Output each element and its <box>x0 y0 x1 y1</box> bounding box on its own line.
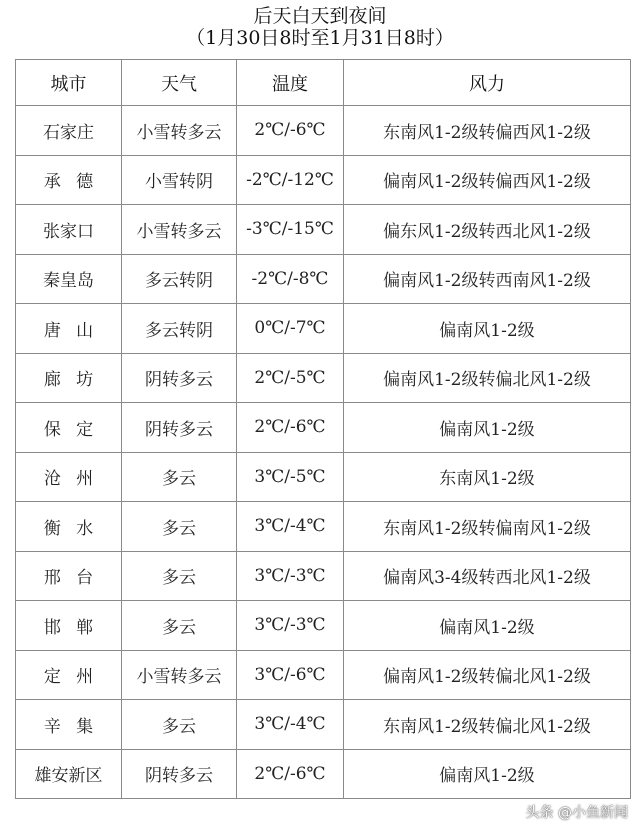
city-cell: 承德 <box>16 155 122 205</box>
forecast-period: （1月30日8时至1月31日8时） <box>186 27 454 49</box>
city-cell: 唐山 <box>16 304 122 354</box>
table-row <box>16 551 631 601</box>
wind-cell: 东南风1-2级转偏南风1-2级 <box>344 502 631 552</box>
table-row <box>16 304 631 354</box>
table-row <box>16 650 631 700</box>
temperature-cell: 3℃/-3℃ <box>237 551 344 601</box>
temperature-cell: -2℃/-8℃ <box>237 254 344 304</box>
forecast-table <box>15 59 631 799</box>
weather-cell: 多云 <box>122 601 237 651</box>
temperature-cell: 3℃/-3℃ <box>237 601 344 651</box>
weather-cell: 阴转多云 <box>122 749 237 799</box>
city-cell: 秦皇岛 <box>16 254 122 304</box>
wind-cell: 偏南风1-2级转偏西风1-2级 <box>344 155 631 205</box>
city-cell: 雄安新区 <box>16 749 122 799</box>
weather-cell: 阴转多云 <box>122 403 237 453</box>
weather-cell: 小雪转多云 <box>122 205 237 255</box>
city-cell: 辛集 <box>16 700 122 750</box>
table-row <box>16 106 631 156</box>
wind-cell: 偏南风1-2级 <box>344 601 631 651</box>
header-temp: 温度 <box>237 60 344 106</box>
wind-cell: 偏南风1-2级转偏北风1-2级 <box>344 650 631 700</box>
temperature-cell: 2℃/-5℃ <box>237 353 344 403</box>
city-cell: 邢台 <box>16 551 122 601</box>
table-row <box>16 502 631 552</box>
temperature-cell: 0℃/-7℃ <box>237 304 344 354</box>
table-row <box>16 155 631 205</box>
weather-cell: 多云转阴 <box>122 254 237 304</box>
temperature-cell: 2℃/-6℃ <box>237 749 344 799</box>
wind-cell: 偏南风1-2级 <box>344 403 631 453</box>
city-cell: 保定 <box>16 403 122 453</box>
temperature-cell: 3℃/-4℃ <box>237 700 344 750</box>
weather-cell: 小雪转阴 <box>122 155 237 205</box>
header-city: 城市 <box>16 60 122 106</box>
wind-cell: 东南风1-2级转偏西风1-2级 <box>344 106 631 156</box>
watermark: 头条 @小鱼新闻 <box>525 805 628 821</box>
weather-cell: 多云 <box>122 700 237 750</box>
temperature-cell: 2℃/-6℃ <box>237 403 344 453</box>
table-row <box>16 205 631 255</box>
weather-cell: 多云 <box>122 551 237 601</box>
temperature-cell: 3℃/-5℃ <box>237 452 344 502</box>
city-cell: 张家口 <box>16 205 122 255</box>
temperature-cell: 2℃/-6℃ <box>237 106 344 156</box>
header-wind: 风力 <box>344 60 631 106</box>
temperature-cell: -3℃/-15℃ <box>237 205 344 255</box>
wind-cell: 东南风1-2级转偏北风1-2级 <box>344 700 631 750</box>
weather-cell: 多云转阴 <box>122 304 237 354</box>
weather-cell: 小雪转多云 <box>122 650 237 700</box>
city-cell: 沧州 <box>16 452 122 502</box>
table-row <box>16 749 631 799</box>
city-cell: 衡水 <box>16 502 122 552</box>
weather-cell: 阴转多云 <box>122 353 237 403</box>
temperature-cell: 3℃/-4℃ <box>237 502 344 552</box>
weather-cell: 小雪转多云 <box>122 106 237 156</box>
wind-cell: 偏东风1-2级转西北风1-2级 <box>344 205 631 255</box>
weather-cell: 多云 <box>122 502 237 552</box>
wind-cell: 偏南风1-2级 <box>344 749 631 799</box>
forecast-title: 后天白天到夜间 <box>253 5 387 27</box>
wind-cell: 偏南风1-2级转西南风1-2级 <box>344 254 631 304</box>
city-cell: 廊坊 <box>16 353 122 403</box>
header-weather: 天气 <box>122 60 237 106</box>
table-row <box>16 353 631 403</box>
city-cell: 定州 <box>16 650 122 700</box>
table-row <box>16 601 631 651</box>
city-cell: 邯郸 <box>16 601 122 651</box>
table-row <box>16 254 631 304</box>
wind-cell: 偏南风3-4级转西北风1-2级 <box>344 551 631 601</box>
temperature-cell: 3℃/-6℃ <box>237 650 344 700</box>
header-row <box>16 60 631 106</box>
table-row <box>16 403 631 453</box>
temperature-cell: -2℃/-12℃ <box>237 155 344 205</box>
wind-cell: 偏南风1-2级 <box>344 304 631 354</box>
table-row <box>16 700 631 750</box>
wind-cell: 东南风1-2级 <box>344 452 631 502</box>
weather-cell: 多云 <box>122 452 237 502</box>
city-cell: 石家庄 <box>16 106 122 156</box>
wind-cell: 偏南风1-2级转偏北风1-2级 <box>344 353 631 403</box>
table-row <box>16 452 631 502</box>
